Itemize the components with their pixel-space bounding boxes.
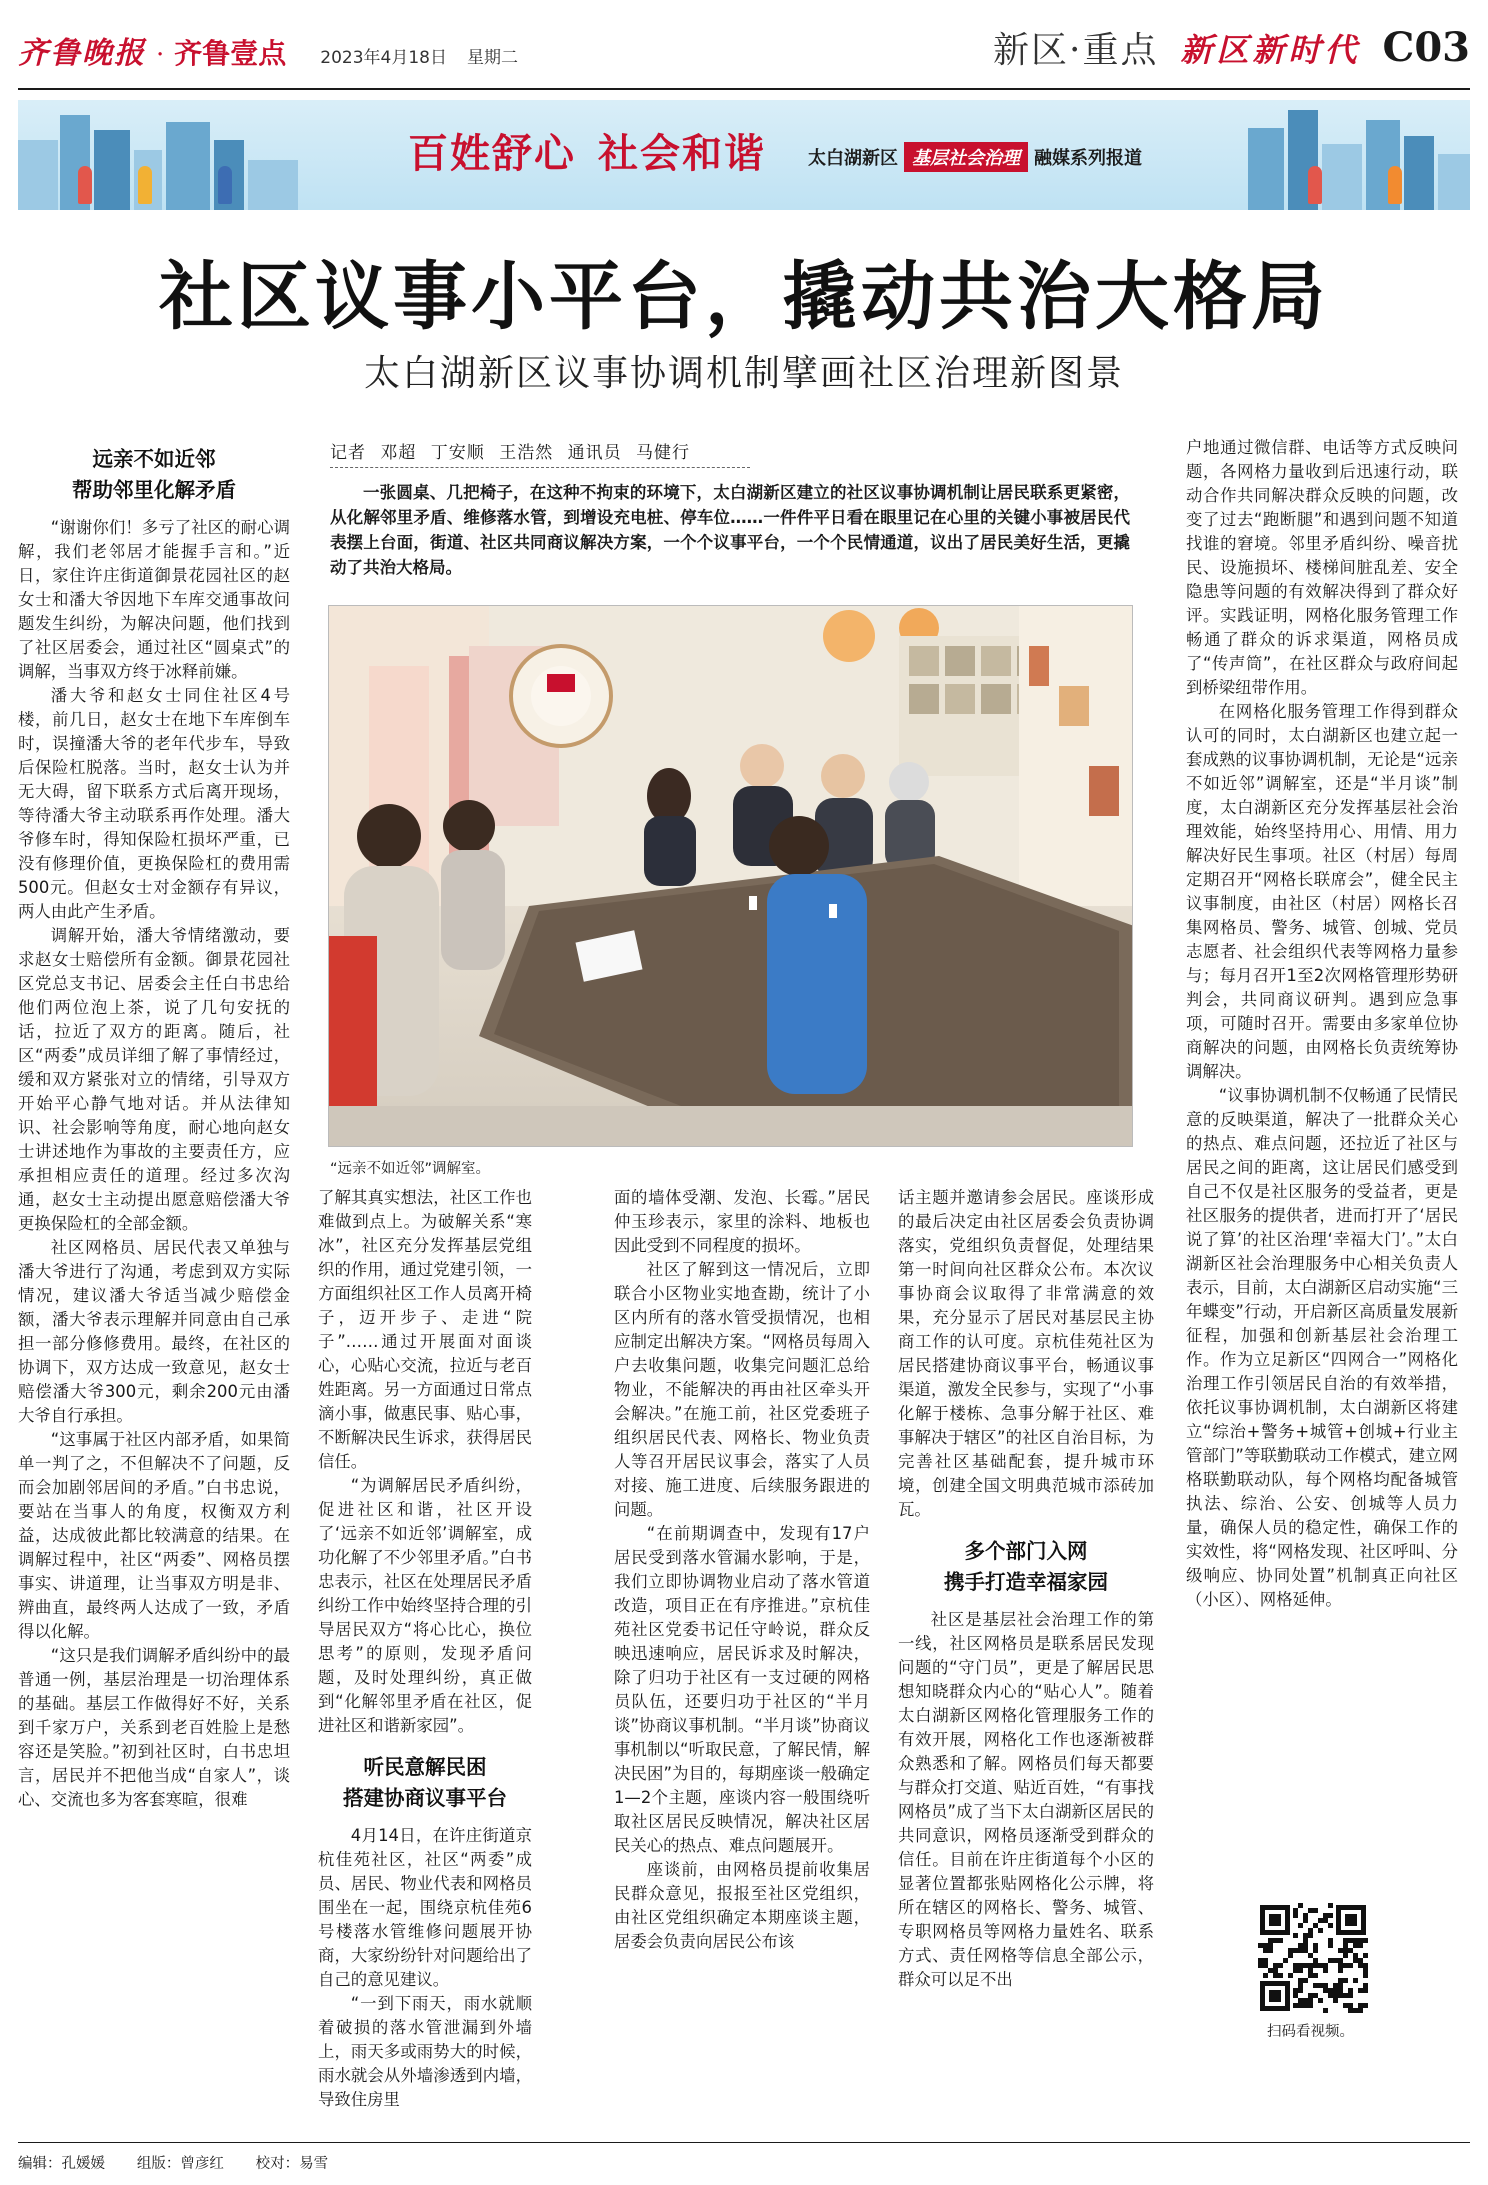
editor-credit: 编辑：孔媛媛 xyxy=(18,2156,105,2172)
paragraph-continuation: 了解其真实想法，社区工作也难做到点上。为破解关系“寒冰”，社区充分发挥基层党组织的作用，通过党建引领，一方面组织社区工作人员离开椅子，迈开步子、走进“院子”……通过开展面对面谈心，心贴心交流，拉近与老百姓距离。另一方面通过日常点滴小事，做惠民事、贴心事，不断解决民生诉求，获得居民信任。 xyxy=(318,1188,532,1471)
logo-separator: · xyxy=(156,40,165,70)
series-prefix: 太白湖新区 xyxy=(808,148,898,169)
skyline-building xyxy=(1248,128,1284,210)
subtitle-line: 多个部门入网 xyxy=(964,1539,1088,1563)
header-rule xyxy=(18,88,1470,90)
meeting-photo xyxy=(328,605,1133,1147)
skyline-building xyxy=(18,140,58,210)
series-tag: 基层社会治理 xyxy=(904,142,1028,172)
paragraph: 在网格化服务管理工作得到群众认可的同时，太白湖新区也建立起一套成熟的议事协调机制，无论是“远亲不如近邻”调解室，还是“半月谈”制度，太白湖新区充分发挥基层社会治理效能，始终坚持用心、用情、用力解决好民生事项。社区（村居）每周定期召开“网格长联席会”，健全民主议事制度，由社区（村居）网格长召集网格员、警务、城管、创城、党员志愿者、社会组织代表等网格力量参与；每月召开1至2次网格管理形势研判会，共同商议研判。遇到应急事项，可随时召开。需要由多家单位协商解决的问题，由网格长负责统筹协调解决。 xyxy=(1186,702,1458,1081)
meeting-photo-illustration xyxy=(329,606,1133,1147)
paragraph: 调解开始，潘大爷情绪激动，要求赵女士赔偿所有金额。御景花园社区党总支书记、居委会主任白书忠给他们两位泡上茶，说了几句安抚的话，拉近了双方的距离。随后，社区“两委”成员详细了解了事情经过，缓和双方紧张对立的情绪，引导双方开始平心静气地对话。并从法律知识、社会影响等角度，耐心地向赵女士讲述地作为事故的主要责任方，应承担相应责任的道理。经过多次沟通，赵女士主动提出愿意赔偿潘大爷更换保险杠的全部金额。 xyxy=(18,926,290,1233)
paragraph: “为调解居民矛盾纠纷，促进社区和谐，社区开设了‘远亲不如近邻’调解室，成功化解了不少邻里矛盾。”白书忠表示，社区在处理居民矛盾纠纷工作中始终坚持合理的引导居民双方“将心比心，换位思考”的原则，发现矛盾问题，及时处理纠纷，真正做到“化解邻里矛盾在社区，促进社区和谐新家园”。 xyxy=(318,1476,532,1735)
paragraph: “在前期调查中，发现有17户居民受到落水管漏水影响，于是，我们立即协调物业启动了落水管道改造，项目正在有序推进。”京杭佳苑社区党委书记任守岭说，群众反映迅速响应，居民诉求及时解决，除了归功于社区有一支过硬的网格员队伍，还要归功于社区的“半月谈”协商议事机制。“半月谈”协商议事机制以“听取民意，了解民情，解决民困”为目的，每期座谈一般确定1—2个主题，座谈内容一般围绕听取社区居民反映情况，解决社区居民关心的热点、难点问题展开。 xyxy=(614,1524,870,1855)
footer-rule xyxy=(18,2142,1470,2143)
series-suffix: 融媒系列报道 xyxy=(1034,148,1142,169)
skyline-building xyxy=(94,130,130,210)
video-qr-code[interactable] xyxy=(1258,1903,1368,2013)
slogan-text: 百姓舒心 xyxy=(408,130,576,177)
column-5 xyxy=(1186,436,1458,1612)
credits-footer xyxy=(18,2152,328,2173)
paragraph-continuation: 面的墙体受潮、发泡、长霉。”居民仲玉珍表示，家里的涂料、地板也因此受到不同程度的损坏。 xyxy=(614,1188,870,1255)
newspaper-logo: 齐鲁晚报 xyxy=(18,36,146,71)
paragraph-continuation: 话主题并邀请参会居民。座谈形成的最后决定由社区居委会负责协调落实，党组织负责督促，处理结果第一时间向社区群众公布。本次议事协商会议取得了非常满意的效果，充分显示了居民对基层民主协商工作的认可度。京杭佳苑社区为居民搭建协商议事平台，畅通议事渠道，激发全民参与，实现了“小事化解于楼栋、急事分解于社区、难事解决于辖区”的社区自治目标，为完善社区基础配套，提升城市环境，创建全国文明典范城市添砖加瓦。 xyxy=(898,1188,1154,1519)
qr-code-graphic xyxy=(1258,1903,1368,2013)
page-number: C03 xyxy=(1382,24,1470,71)
paragraph: 社区了解到这一情况后，立即联合小区物业实地查勘，统计了小区内所有的落水管受损情况，也相应制定出解决方案。“网格员每周入户去收集问题，收集完问题汇总给物业，不能解决的再由社区牵头开会解决。”在施工前，社区党委班子组织居民代表、网格长、物业负责人等召开居民议事会，落实了人员对接、施工进度、后续服务跟进的问题。 xyxy=(614,1260,870,1519)
section-name: 新区·重点 xyxy=(993,30,1159,71)
proofreader-credit: 校对：易雪 xyxy=(255,2156,329,2172)
masthead-right xyxy=(993,22,1470,73)
issue-weekday: 星期二 xyxy=(467,48,518,68)
app-logo: 齐鲁壹点 xyxy=(174,37,287,70)
person-figure xyxy=(138,166,152,204)
slogan-text: 社会和谐 xyxy=(598,130,766,177)
byline: 记者 邓超 丁安顺 王浩然 通讯员 马健行 xyxy=(330,438,750,468)
column-3 xyxy=(614,1186,870,1954)
paragraph: 社区是基层社会治理工作的第一线，社区网格员是联系居民发现问题的“守门员”，更是了解居民思想知晓群众内心的“贴心人”。随着太白湖新区网格化管理服务工作的有效开展，网格化工作也逐渐被群众熟悉和了解。网格员们每天都要与群众打交道、贴近百姓，“有事找网格员”成了当下太白湖新区居民的共同意识，网格员逐渐受到群众的信任。目前在许庄街道每个小区的显著位置都张贴网格化公示牌，将所在辖区的网格长、警务、城管、专职网格员等网格力量姓名、联系方式、责任网格等信息全部公示，群众可以足不出 xyxy=(898,1610,1154,1989)
banner-slogan xyxy=(408,122,766,179)
issue-date: 2023年4月18日 xyxy=(320,48,447,68)
paragraph: 潘大爷和赵女士同住社区4号楼，前几日，赵女士在地下车库倒车时，误撞潘大爷的老年代步车，导致后保险杠脱落。当时，赵女士认为并无大碍，留下联系方式后离开现场，等待潘大爷主动联系再作处理。潘大爷修车时，得知保险杠损坏严重，已没有修理价值，更换保险杠的费用需500元。但赵女士对金额存有异议，两人由此产生矛盾。 xyxy=(18,686,290,921)
series-label xyxy=(808,142,1142,172)
paragraph-continuation: 户地通过微信群、电话等方式反映问题，各网格力量收到后迅速行动，联动合作共同解决群众反映的问题，改变了过去“跑断腿”和遇到问题不知道找谁的窘境。邻里矛盾纠纷、噪音扰民、设施损坏、楼梯间脏乱差、安全隐患等问题的有效解决得到了群众好评。实践证明，网格化服务管理工作畅通了群众的诉求渠道，网格员成了“传声筒”，在社区群众与政府间起到桥梁纽带作用。 xyxy=(1186,438,1458,697)
subtitle-line: 帮助邻里化解矛盾 xyxy=(72,478,236,502)
series-banner xyxy=(18,100,1470,210)
column-2 xyxy=(318,1186,532,2112)
photo-caption: “远亲不如近邻”调解室。 xyxy=(330,1161,491,1177)
headline: 社区议事小平台，撬动共治大格局 xyxy=(159,254,1329,340)
person-figure xyxy=(1308,166,1322,204)
subtitle-line: 远亲不如近邻 xyxy=(92,447,216,471)
paragraph: “谢谢你们！多亏了社区的耐心调解，我们老邻居才能握手言和。”近日，家住许庄街道御景花园社区的赵女士和潘大爷因地下车库交通事故问题发生纠纷，为解决问题，他们找到了社区居委会，通过社区“圆桌式”的调解，当事双方终于冰释前嫌。 xyxy=(18,518,290,681)
paragraph: “这事属于社区内部矛盾，如果简单一判了之，不但解决不了问题，反而会加剧邻居间的矛盾。”白书忠说，要站在当事人的角度，权衡双方利益，达成彼此都比较满意的结果。在调解过程中，社区“两委”、网格员摆事实、讲道理，让当事双方明是非、辨曲直，最终两人达成了一致，矛盾得以化解。 xyxy=(18,1430,290,1641)
subtitle-line: 搭建协商议事平台 xyxy=(343,1786,507,1810)
skyline-building xyxy=(166,122,210,210)
column-1 xyxy=(18,440,290,1812)
lede-paragraph: 一张圆桌、几把椅子，在这种不拘束的环境下，太白湖新区建立的社区议事协调机制让居民联系更紧密，从化解邻里矛盾、维修落水管，到增设充电桩、停车位……一件件平日看在眼里记在心里的关键小事被居民代表摆上台面，街道、社区共同商议解决方案，一个个议事平台，一个个民情通道，议出了居民美好生活，更撬动了共治大格局。 xyxy=(330,483,1130,577)
skyline-building xyxy=(1438,154,1470,210)
skyline-building xyxy=(1322,144,1362,210)
person-figure xyxy=(78,166,92,204)
qr-caption: 扫码看视频。 xyxy=(1267,2024,1354,2040)
paragraph: “一到下雨天，雨水就顺着破损的落水管泄漏到外墙上，雨天多或雨势大的时候，雨水就会从外墙渗透到内墙，导致住房里 xyxy=(318,1994,532,2109)
masthead xyxy=(18,22,1470,84)
skyline-building xyxy=(1404,136,1434,210)
subheadline: 太白湖新区议事协调机制擘画社区治理新图景 xyxy=(363,353,1124,394)
paragraph: “这只是我们调解矛盾纠纷中的最普通一例，基层治理是一切治理体系的基础。基层工作做得好不好，关系到千家万户，关系到老百姓脸上是愁容还是笑脸。”初到社区时，白书忠坦言，居民并不把他当成“自家人”，谈心、交流也多为客套寒暄，很难 xyxy=(18,1646,290,1809)
subtitle-line: 听民意解民困 xyxy=(363,1755,487,1779)
paragraph: 座谈前，由网格员提前收集居民群众意见，报报至社区党组织，由社区党组织确定本期座谈主题，居委会负责向居民公布该 xyxy=(614,1860,870,1951)
masthead-left xyxy=(18,28,518,72)
person-figure xyxy=(1388,166,1402,204)
layout-credit: 组版：曾彦红 xyxy=(136,2156,224,2172)
column-4 xyxy=(898,1186,1154,1992)
section-subtitle xyxy=(18,444,290,506)
section-brand-logo: 新区新时代 xyxy=(1180,30,1361,69)
subtitle-line: 携手打造幸福家园 xyxy=(944,1570,1108,1594)
section-subtitle xyxy=(898,1536,1154,1598)
paragraph: 社区网格员、居民代表又单独与潘大爷进行了沟通，考虑到双方实际情况，建议潘大爷适当减少赔偿金额，潘大爷表示理解并同意由自己承担一部分修修费用。最终，在社区的协调下，双方达成一致意见，赵女士赔偿潘大爷300元，剩余200元由潘大爷自行承担。 xyxy=(18,1238,290,1425)
section-subtitle xyxy=(318,1752,532,1814)
skyline-building xyxy=(248,160,298,210)
person-figure xyxy=(218,166,232,204)
paragraph: 4月14日，在许庄街道京杭佳苑社区，社区“两委”成员、居民、物业代表和网格员围坐在一起，围绕京杭佳苑6号楼落水管维修问题展开协商，大家纷纷针对问题给出了自己的意见建议。 xyxy=(318,1826,532,1989)
paragraph: “议事协调机制不仅畅通了民情民意的反映渠道，解决了一批群众关心的热点、难点问题，还拉近了社区与居民之间的距离，这让居民们感受到自己不仅是社区服务的受益者，更是社区服务的提供者，进而打开了‘居民说了算’的社区治理‘幸福大门’。”太白湖新区社会治理服务中心相关负责人表示，目前，太白湖新区启动实施“三年蝶变”行动，开启新区高质量发展新征程，加强和创新基层社会治理工作。作为立足新区“四网合一”网格化治理工作引领居民自治的有效举措，依托议事协调机制，太白湖新区将建立“综治+警务+城管+创城+行业主管部门”等联勤联动工作模式，建立网格联勤联动队，每个网格均配备城管执法、综治、公安、创城等人员力量，确保人员的稳定性，确保工作的实效性，将“网格发现、社区呼叫、分级响应、协同处置”机制真正向社区（小区）、网格延伸。 xyxy=(1186,1086,1458,1609)
